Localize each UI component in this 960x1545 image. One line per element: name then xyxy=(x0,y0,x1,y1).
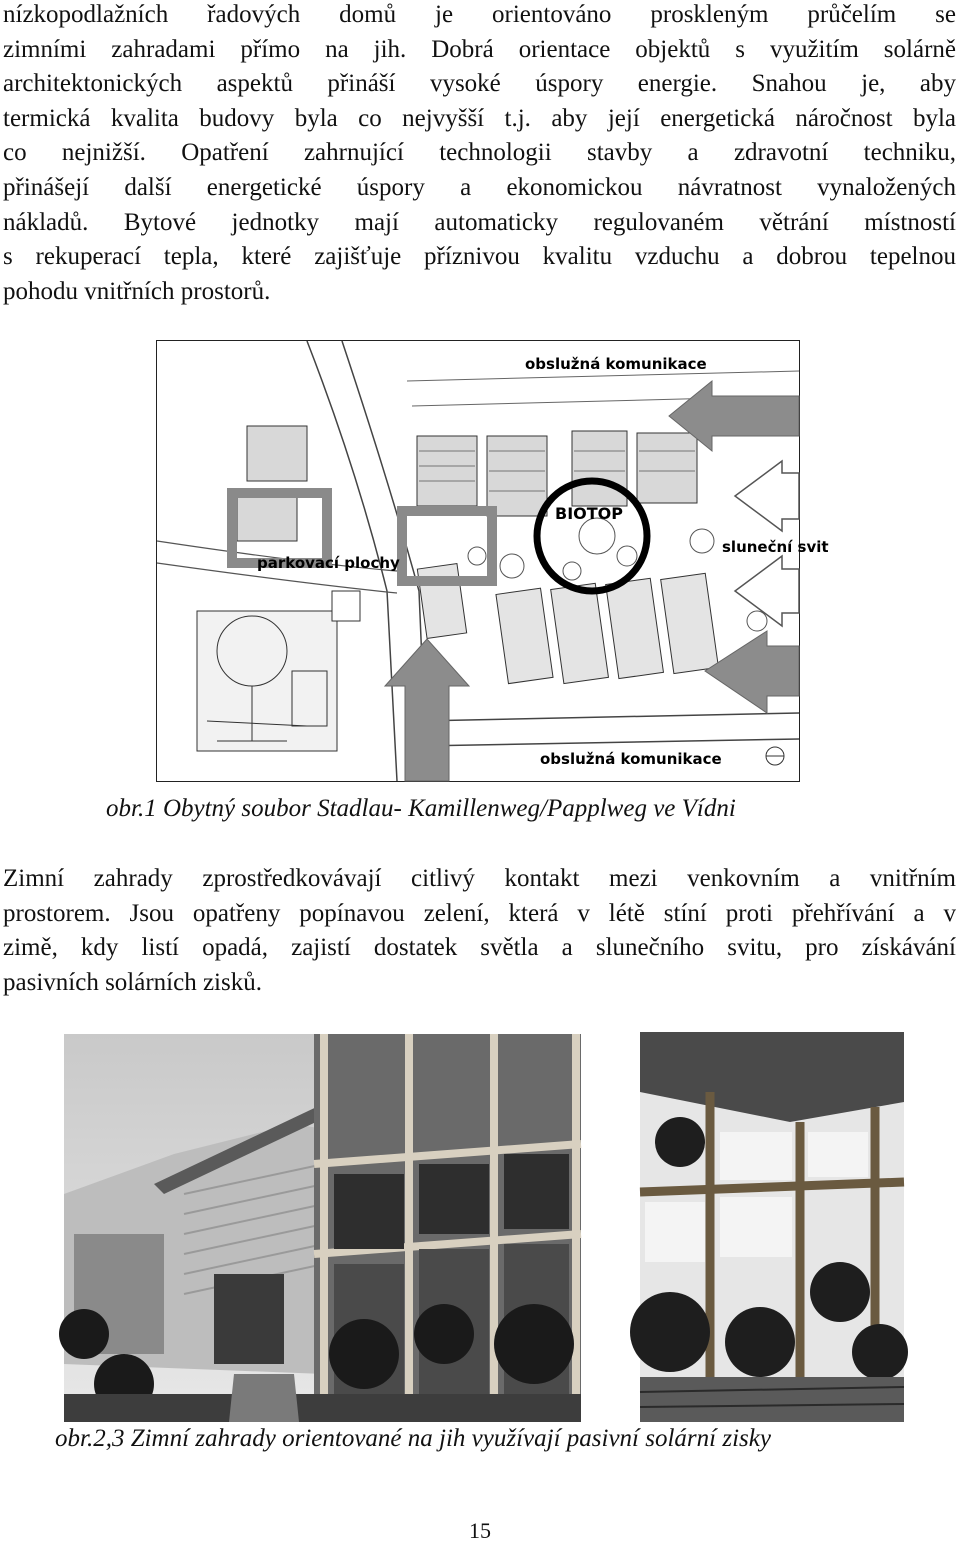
photo-winter-garden-interior xyxy=(640,1032,904,1422)
paragraph-line: prostorem. Jsou opatřeny popínavou zelení, která v létě stíní proti přehřívání a v xyxy=(3,899,956,927)
photo-interior-drawing xyxy=(640,1032,904,1422)
paragraph-line: s rekuperací tepla, které zajišťuje příznivou kvalitu vzduchu a dobrou tepelnou xyxy=(3,243,956,271)
paragraph-line: nákladů. Bytové jednotky mají automaticky regulovaném větrání místností xyxy=(3,208,956,236)
paragraph-line: přinášejí další energetické úspory a ekonomickou návratnost vynaložených xyxy=(3,173,956,201)
figure23-caption: obr.2,3 Zimní zahrady orientované na jih využívají pasivní solární zisky xyxy=(55,1425,771,1452)
site-plan-figure xyxy=(156,340,829,782)
paragraph-intro xyxy=(3,0,956,309)
page-number: 15 xyxy=(469,1518,491,1543)
photo-winter-garden-exterior xyxy=(64,1034,581,1422)
paragraph-line: architektonických aspektů přináší vysoké úspory energie. Snahou je, aby xyxy=(3,70,956,98)
paragraph-line: pasivních solárních zisků. xyxy=(3,968,262,996)
label-road-top: obslužná komunikace xyxy=(525,355,707,373)
label-biotop: BIOTOP xyxy=(555,504,623,523)
paragraph-winter-gardens xyxy=(3,862,956,1000)
label-sunlight: sluneční svit xyxy=(722,538,829,556)
label-parking: parkovací plochy xyxy=(257,554,400,572)
paragraph-line: zimními zahradami přímo na jih. Dobrá orientace objektů s využitím solárně xyxy=(3,35,956,63)
paragraph-line: pohodu vnitřních prostorů. xyxy=(3,277,271,305)
figure1-caption: obr.1 Obytný soubor Stadlau- Kamillenweg/Papplweg ve Vídni xyxy=(106,795,736,822)
paragraph-line: co nejnižší. Opatření zahrnující technologii stavby a zdravotní techniku, xyxy=(3,139,956,167)
label-road-bottom: obslužná komunikace xyxy=(540,750,722,768)
paragraph-line: termická kvalita budovy byla co nejvyšší t.j. aby její energetická náročnost byla xyxy=(3,104,956,132)
site-plan-drawing xyxy=(157,341,829,781)
paragraph-line: zimě, kdy listí opadá, zajistí dostatek světla a slunečního svitu, pro získávání xyxy=(3,934,956,962)
paragraph-line: Zimní zahrady zprostředkovávají citlivý kontakt mezi venkovním a vnitřním xyxy=(3,865,956,892)
paragraph-line: nízkopodlažních řadových domů je orientováno proskleným průčelím se xyxy=(3,1,956,28)
photo-exterior-drawing xyxy=(64,1034,581,1422)
